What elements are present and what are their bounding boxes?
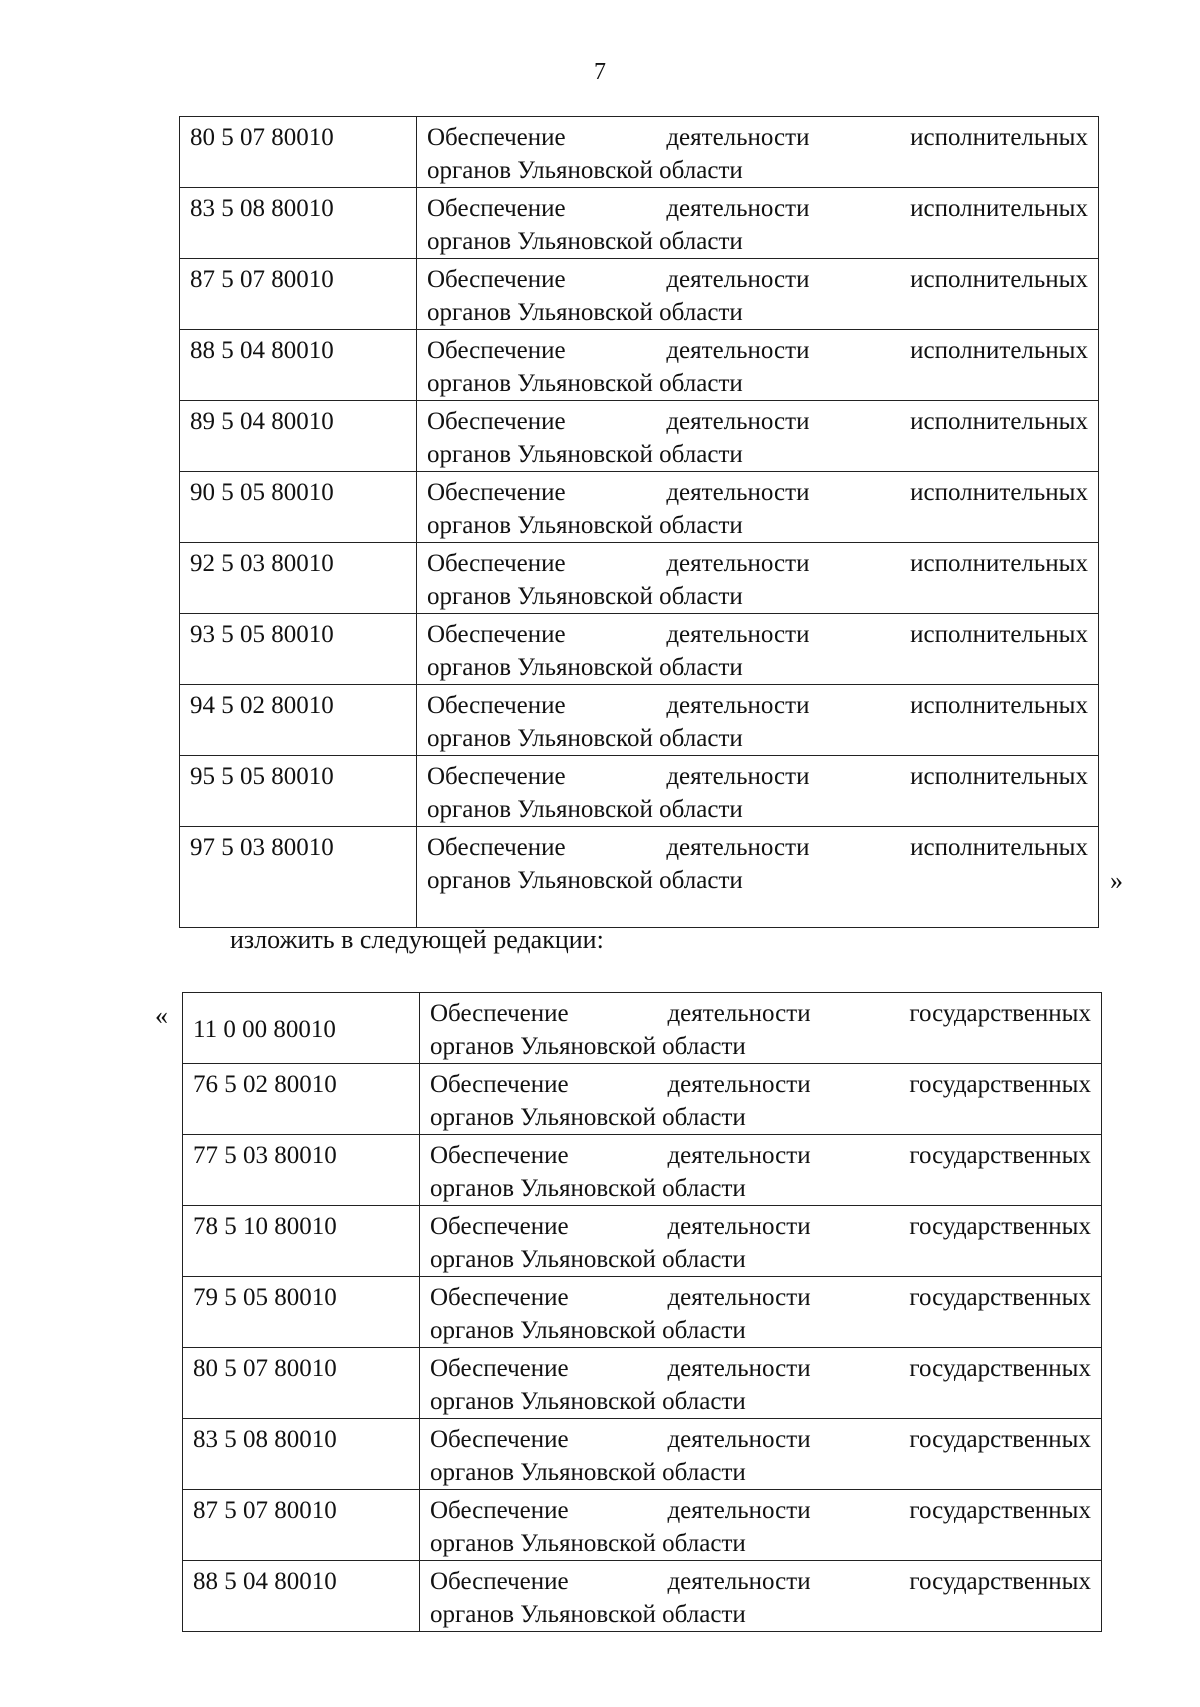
description-word: деятельности (666, 621, 810, 648)
description-line-1 (427, 831, 1088, 864)
description-word: исполнительных (910, 692, 1088, 719)
description-line-1 (427, 547, 1088, 580)
table-row (180, 259, 1099, 330)
description-word: государственных (909, 1000, 1091, 1027)
description-word: Обеспечение (427, 550, 566, 577)
description-word: деятельности (666, 408, 810, 435)
code-cell: 92 5 03 80010 (180, 543, 417, 614)
description-word: Обеспечение (427, 124, 566, 151)
description-word: Обеспечение (430, 1000, 569, 1027)
description-line-2: органов Ульяновской области (430, 1317, 746, 1344)
code-cell: 90 5 05 80010 (180, 472, 417, 543)
description-word: исполнительных (910, 763, 1088, 790)
description-line-2: органов Ульяновской области (427, 299, 743, 326)
table-row (180, 614, 1099, 685)
table-row (183, 1561, 1102, 1632)
table-row (180, 827, 1099, 928)
description-cell (420, 1348, 1102, 1419)
description-word: государственных (909, 1568, 1091, 1595)
description-cell (417, 685, 1099, 756)
description-cell (417, 614, 1099, 685)
description-word: Обеспечение (430, 1284, 569, 1311)
new-codes-table (182, 992, 1102, 1632)
table-row (183, 1490, 1102, 1561)
table-row (183, 993, 1102, 1064)
description-line-1 (430, 1565, 1091, 1598)
opening-quote: « (155, 1001, 168, 1030)
description-line-2: органов Ульяновской области (427, 157, 743, 184)
description-cell (420, 1277, 1102, 1348)
description-line-2: органов Ульяновской области (427, 228, 743, 255)
description-word: Обеспечение (430, 1568, 569, 1595)
description-word: деятельности (666, 550, 810, 577)
description-line-2: органов Ульяновской области (427, 725, 743, 752)
description-word: деятельности (667, 1071, 811, 1098)
description-line-2: органов Ульяновской области (427, 370, 743, 397)
description-cell (420, 1490, 1102, 1561)
code-cell: 76 5 02 80010 (183, 1064, 420, 1135)
description-line-2: органов Ульяновской области (427, 512, 743, 539)
description-word: государственных (909, 1142, 1091, 1169)
description-word: исполнительных (910, 266, 1088, 293)
description-cell (420, 1064, 1102, 1135)
code-cell: 83 5 08 80010 (183, 1419, 420, 1490)
description-word: деятельности (667, 1284, 811, 1311)
description-word: деятельности (666, 763, 810, 790)
description-line-2: органов Ульяновской области (430, 1175, 746, 1202)
description-word: государственных (909, 1355, 1091, 1382)
description-word: Обеспечение (427, 834, 566, 861)
description-line-2: органов Ульяновской области (430, 1530, 746, 1557)
description-cell (417, 330, 1099, 401)
description-word: Обеспечение (430, 1142, 569, 1169)
description-word: Обеспечение (430, 1213, 569, 1240)
table-row (180, 685, 1099, 756)
description-word: Обеспечение (430, 1355, 569, 1382)
description-line-1 (427, 192, 1088, 225)
code-cell: 87 5 07 80010 (180, 259, 417, 330)
code-cell: 94 5 02 80010 (180, 685, 417, 756)
description-cell (420, 993, 1102, 1064)
description-word: Обеспечение (427, 408, 566, 435)
description-word: деятельности (666, 834, 810, 861)
description-word: государственных (909, 1497, 1091, 1524)
code-cell: 80 5 07 80010 (183, 1348, 420, 1419)
description-word: деятельности (667, 1497, 811, 1524)
description-cell (417, 472, 1099, 543)
description-line-2: органов Ульяновской области (430, 1388, 746, 1415)
description-cell (417, 117, 1099, 188)
description-word: Обеспечение (427, 337, 566, 364)
page-number: 7 (594, 59, 606, 85)
description-word: деятельности (666, 266, 810, 293)
description-word: Обеспечение (430, 1426, 569, 1453)
closing-quote: » (1110, 866, 1123, 895)
code-cell: 95 5 05 80010 (180, 756, 417, 827)
description-line-1 (430, 1210, 1091, 1243)
description-cell (417, 188, 1099, 259)
table-row (183, 1419, 1102, 1490)
table-row (180, 756, 1099, 827)
description-word: Обеспечение (427, 266, 566, 293)
description-line-1 (427, 476, 1088, 509)
description-cell (417, 259, 1099, 330)
code-cell: 97 5 03 80010 (180, 827, 417, 928)
description-word: государственных (909, 1071, 1091, 1098)
table-row (180, 330, 1099, 401)
description-word: исполнительных (910, 408, 1088, 435)
description-word: деятельности (666, 479, 810, 506)
description-word: деятельности (666, 124, 810, 151)
description-word: Обеспечение (427, 195, 566, 222)
description-line-1 (427, 405, 1088, 438)
code-cell: 79 5 05 80010 (183, 1277, 420, 1348)
description-word: исполнительных (910, 550, 1088, 577)
description-word: деятельности (667, 1142, 811, 1169)
description-line-1 (427, 618, 1088, 651)
description-word: деятельности (667, 1426, 811, 1453)
description-cell (420, 1561, 1102, 1632)
description-line-1 (430, 1139, 1091, 1172)
description-cell (417, 827, 1099, 928)
description-cell (420, 1206, 1102, 1277)
description-word: исполнительных (910, 124, 1088, 151)
code-cell: 88 5 04 80010 (183, 1561, 420, 1632)
description-line-2: органов Ульяновской области (427, 796, 743, 823)
description-line-1 (430, 997, 1091, 1030)
description-word: деятельности (666, 337, 810, 364)
description-word: государственных (909, 1213, 1091, 1240)
description-word: исполнительных (910, 621, 1088, 648)
description-word: Обеспечение (430, 1071, 569, 1098)
description-word: исполнительных (910, 834, 1088, 861)
table-row (180, 543, 1099, 614)
code-cell: 89 5 04 80010 (180, 401, 417, 472)
table-row (183, 1348, 1102, 1419)
description-line-2: органов Ульяновской области (430, 1601, 746, 1628)
description-line-2: органов Ульяновской области (427, 583, 743, 610)
description-cell (420, 1135, 1102, 1206)
description-line-1 (427, 760, 1088, 793)
new-codes-table-body (183, 993, 1102, 1632)
code-cell: 77 5 03 80010 (183, 1135, 420, 1206)
description-line-1 (430, 1494, 1091, 1527)
description-word: государственных (909, 1284, 1091, 1311)
description-word: Обеспечение (427, 763, 566, 790)
description-word: исполнительных (910, 479, 1088, 506)
table-row (183, 1064, 1102, 1135)
description-word: Обеспечение (427, 479, 566, 506)
description-line-2: органов Ульяновской области (427, 441, 743, 468)
description-cell (417, 401, 1099, 472)
description-line-1 (430, 1352, 1091, 1385)
description-word: деятельности (667, 1000, 811, 1027)
description-word: деятельности (666, 195, 810, 222)
table-row (180, 472, 1099, 543)
description-line-1 (427, 689, 1088, 722)
description-cell (417, 543, 1099, 614)
old-codes-table-body (180, 117, 1099, 928)
description-word: деятельности (667, 1213, 811, 1240)
description-word: деятельности (667, 1568, 811, 1595)
code-cell: 88 5 04 80010 (180, 330, 417, 401)
code-cell: 78 5 10 80010 (183, 1206, 420, 1277)
description-line-2: органов Ульяновской области (427, 867, 743, 894)
code-cell: 11 0 00 80010 (183, 993, 420, 1064)
description-line-2: органов Ульяновской области (427, 654, 743, 681)
table-row (183, 1277, 1102, 1348)
description-word: Обеспечение (427, 692, 566, 719)
instruction-text: изложить в следующей редакции: (230, 925, 604, 954)
description-word: деятельности (667, 1355, 811, 1382)
description-line-1 (427, 334, 1088, 367)
description-word: исполнительных (910, 195, 1088, 222)
table-row (180, 401, 1099, 472)
description-line-2: органов Ульяновской области (430, 1246, 746, 1273)
description-word: исполнительных (910, 337, 1088, 364)
description-line-1 (430, 1068, 1091, 1101)
code-cell: 93 5 05 80010 (180, 614, 417, 685)
description-word: государственных (909, 1426, 1091, 1453)
description-cell (417, 756, 1099, 827)
old-codes-table (179, 116, 1099, 928)
code-cell: 87 5 07 80010 (183, 1490, 420, 1561)
description-word: Обеспечение (430, 1497, 569, 1524)
code-cell: 80 5 07 80010 (180, 117, 417, 188)
description-word: Обеспечение (427, 621, 566, 648)
description-line-1 (427, 263, 1088, 296)
description-line-2: органов Ульяновской области (430, 1104, 746, 1131)
description-line-1 (427, 121, 1088, 154)
description-word: деятельности (666, 692, 810, 719)
description-line-1 (430, 1281, 1091, 1314)
code-cell: 83 5 08 80010 (180, 188, 417, 259)
table-row (180, 117, 1099, 188)
table-row (183, 1206, 1102, 1277)
description-line-2: органов Ульяновской области (430, 1459, 746, 1486)
description-cell (420, 1419, 1102, 1490)
description-line-1 (430, 1423, 1091, 1456)
description-line-2: органов Ульяновской области (430, 1033, 746, 1060)
table-row (183, 1135, 1102, 1206)
table-row (180, 188, 1099, 259)
